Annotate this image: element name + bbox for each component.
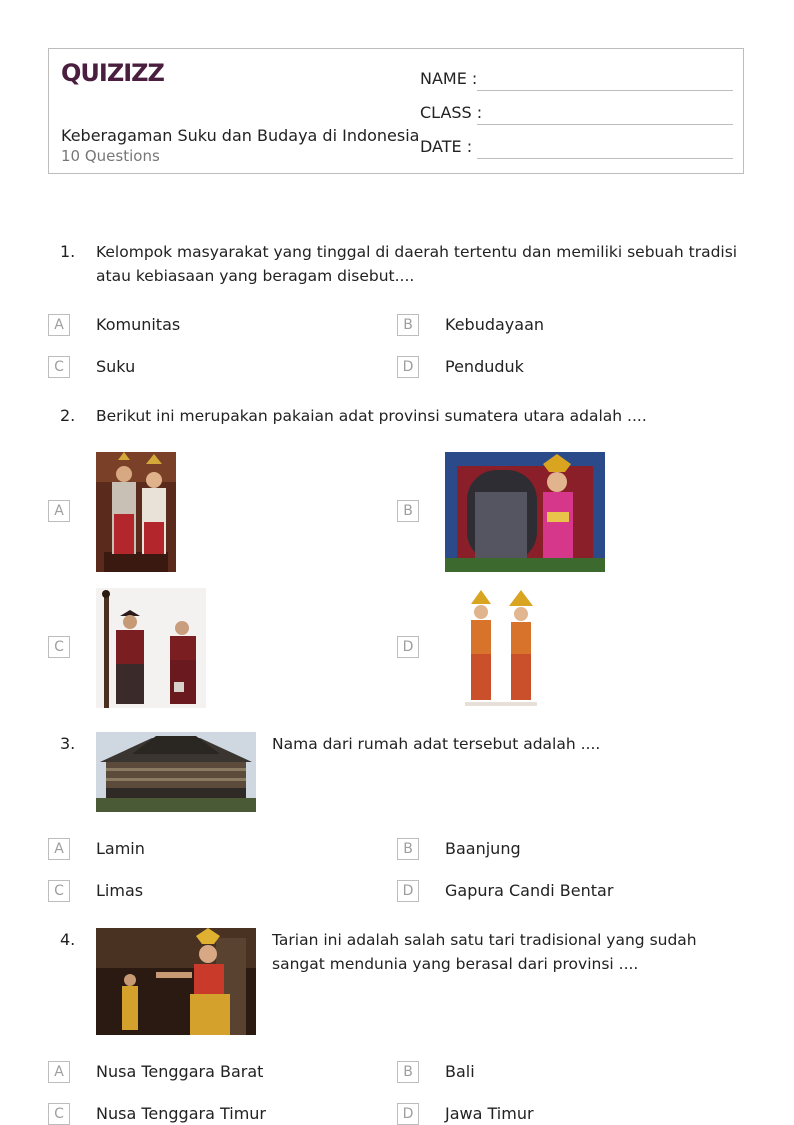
option-letter-c[interactable]: C xyxy=(48,1103,70,1125)
class-label: CLASS : xyxy=(420,103,483,122)
option-letter-d[interactable]: D xyxy=(397,636,419,658)
traditional-costume-woman-photo[interactable] xyxy=(445,452,605,572)
option-text[interactable]: Limas xyxy=(96,881,144,900)
option-letter-a[interactable]: A xyxy=(48,1061,70,1083)
traditional-costume-couple-photo-2[interactable] xyxy=(96,588,206,708)
quizizz-logo: QUIZIZZ xyxy=(61,59,164,87)
option-text[interactable]: Nusa Tenggara Timur xyxy=(96,1104,266,1123)
question-text: Nama dari rumah adat tersebut adalah .... xyxy=(272,735,601,753)
question-number: 4. xyxy=(60,930,76,949)
option-text[interactable]: Kebudayaan xyxy=(445,315,545,334)
option-text[interactable]: Penduduk xyxy=(445,357,524,376)
question-text: Kelompok masyarakat yang tinggal di daerah tertentu dan memiliki sebuah tradisi atau kebiasaan yang beragam disebut.... xyxy=(96,243,738,285)
option-text[interactable]: Suku xyxy=(96,357,136,376)
traditional-costume-couple-photo-3[interactable] xyxy=(445,588,565,708)
option-text[interactable]: Baanjung xyxy=(445,839,521,858)
option-letter-b[interactable]: B xyxy=(397,838,419,860)
question-number: 3. xyxy=(60,734,76,753)
question-number: 1. xyxy=(60,242,76,261)
option-text[interactable]: Nusa Tenggara Barat xyxy=(96,1062,264,1081)
option-letter-d[interactable]: D xyxy=(397,356,419,378)
option-letter-c[interactable]: C xyxy=(48,636,70,658)
option-letter-a[interactable]: A xyxy=(48,838,70,860)
worksheet-header xyxy=(48,48,744,174)
option-text[interactable]: Komunitas xyxy=(96,315,181,334)
date-label: DATE : xyxy=(420,137,473,156)
option-letter-b[interactable]: B xyxy=(397,500,419,522)
traditional-house-photo xyxy=(96,732,256,812)
name-label: NAME : xyxy=(420,69,478,88)
option-text[interactable]: Jawa Timur xyxy=(445,1104,534,1123)
date-field[interactable] xyxy=(477,158,733,159)
question-text: Berikut ini merupakan pakaian adat provinsi sumatera utara adalah .... xyxy=(96,407,647,425)
option-letter-b[interactable]: B xyxy=(397,314,419,336)
name-field[interactable] xyxy=(477,90,733,91)
question-number: 2. xyxy=(60,406,76,425)
option-text[interactable]: Lamin xyxy=(96,839,145,858)
option-letter-b[interactable]: B xyxy=(397,1061,419,1083)
traditional-dance-photo xyxy=(96,928,256,1035)
class-field[interactable] xyxy=(477,124,733,125)
option-letter-a[interactable]: A xyxy=(48,314,70,336)
worksheet-title: Keberagaman Suku dan Budaya di Indonesia xyxy=(61,126,420,145)
traditional-costume-couple-photo-1[interactable] xyxy=(96,452,176,572)
question-count: 10 Questions xyxy=(61,147,160,165)
question-text: Tarian ini adalah salah satu tari tradisional yang sudah sangat mendunia yang berasal dari provinsi .... xyxy=(272,931,697,973)
option-letter-d[interactable]: D xyxy=(397,1103,419,1125)
option-text[interactable]: Gapura Candi Bentar xyxy=(445,881,614,900)
option-letter-c[interactable]: C xyxy=(48,356,70,378)
option-letter-d[interactable]: D xyxy=(397,880,419,902)
option-letter-a[interactable]: A xyxy=(48,500,70,522)
option-letter-c[interactable]: C xyxy=(48,880,70,902)
option-text[interactable]: Bali xyxy=(445,1062,475,1081)
